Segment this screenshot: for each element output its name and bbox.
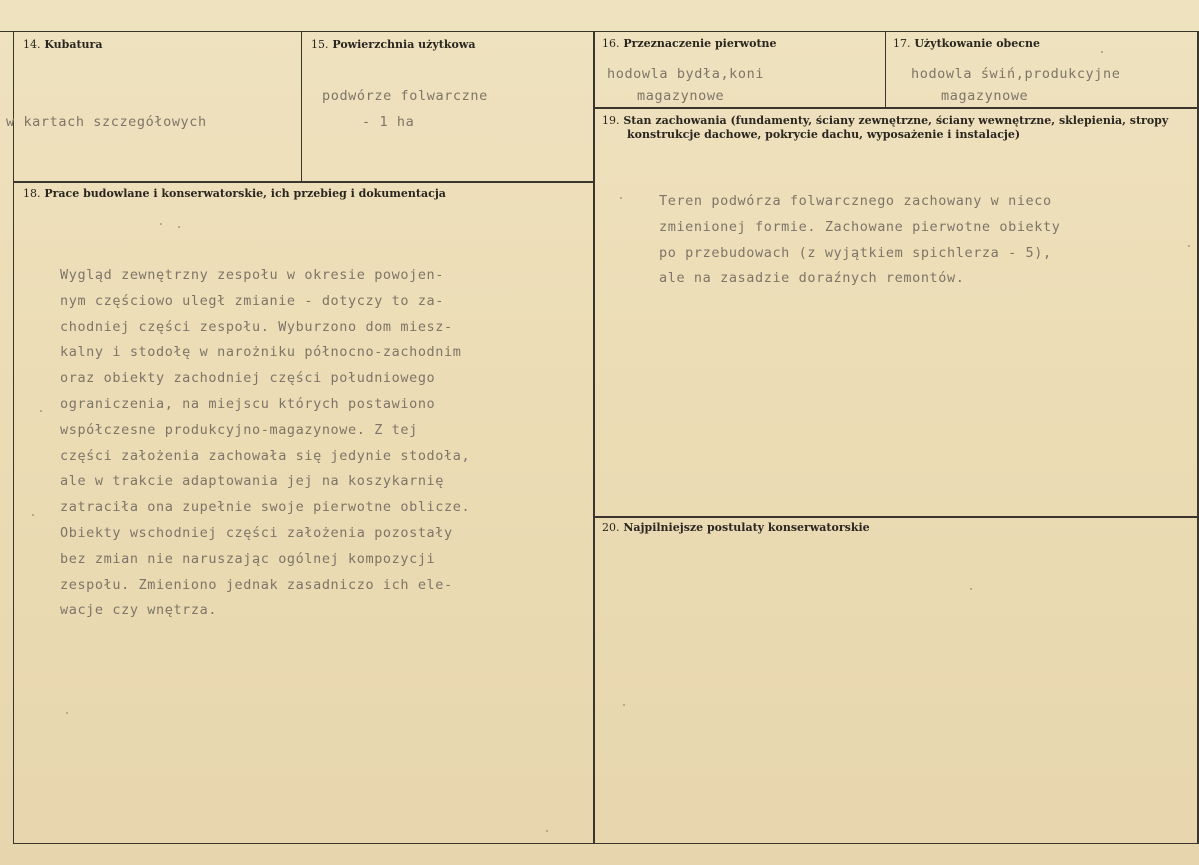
field-18-text-line: Wygląd zewnętrzny zespołu w okresie powojen- bbox=[60, 267, 445, 283]
field-17-label: Użytkowanie obecne bbox=[914, 37, 1040, 50]
field-17-value-line2: magazynowe bbox=[941, 88, 1029, 104]
field-16-number: 16. bbox=[602, 37, 620, 50]
field-16-value-line1: hodowla bydła,koni bbox=[607, 66, 765, 82]
field-14-value: w kartach szczegółowych bbox=[6, 114, 207, 130]
paper-speck bbox=[623, 704, 625, 706]
field-18-text-line: zatraciła ona zupełnie swoje pierwotne oblicze. bbox=[60, 499, 471, 516]
rule-bottom bbox=[13, 843, 1199, 844]
paper-speck bbox=[1188, 245, 1190, 247]
paper-speck bbox=[66, 712, 68, 714]
field-20-header bbox=[602, 521, 870, 535]
field-15-value-line1: podwórze folwarczne bbox=[322, 88, 488, 104]
field-18-label: Prace budowlane i konserwatorskie, ich przebieg i dokumentacja bbox=[44, 187, 446, 200]
field-17-header bbox=[893, 37, 1040, 51]
field-16-value-line2: magazynowe bbox=[637, 88, 725, 104]
field-18-text-line: oraz obiekty zachodniej części południowego bbox=[60, 370, 436, 387]
field-19-text-line: ale na zasadzie doraźnych remontów. bbox=[659, 270, 965, 287]
paper-speck bbox=[546, 830, 548, 832]
rule-14-15-divider bbox=[301, 31, 302, 182]
field-14-number: 14. bbox=[23, 38, 41, 51]
field-16-header bbox=[602, 37, 777, 51]
field-19-label-line2: konstrukcje dachowe, pokrycie dachu, wyposażenie i instalacje) bbox=[627, 128, 1021, 141]
field-18-text-line: wacje czy wnętrza. bbox=[60, 602, 218, 619]
paper-speck bbox=[40, 410, 42, 412]
field-14-header bbox=[23, 38, 102, 52]
rule-19-20-divider bbox=[594, 516, 1199, 518]
paper-speck bbox=[970, 588, 972, 590]
rule-row1-bottom-left bbox=[13, 181, 593, 183]
field-19-text-line: po przebudowach (z wyjątkiem spichlerza - 5), bbox=[659, 244, 1052, 261]
field-18-text bbox=[60, 263, 470, 624]
field-18-text-line: ograniczenia, na miejscu których postawiono bbox=[60, 395, 436, 412]
field-19-text-line: Teren podwórza folwarcznego zachowany w nieco bbox=[659, 193, 1052, 209]
field-18-text-line: nym częściowo uległ zmianie - dotyczy to za- bbox=[60, 292, 445, 309]
field-19-text bbox=[659, 189, 1060, 292]
field-18-header bbox=[23, 187, 446, 201]
paper-speck bbox=[160, 223, 162, 225]
rule-center bbox=[593, 31, 595, 844]
field-15-label: Powierzchnia użytkowa bbox=[332, 38, 476, 51]
field-17-number: 17. bbox=[893, 37, 911, 50]
paper-speck bbox=[178, 226, 180, 228]
paper-speck bbox=[32, 514, 34, 516]
field-19-text-line: zmienionej formie. Zachowane pierwotne obiekty bbox=[659, 218, 1061, 235]
paper-speck bbox=[620, 197, 622, 199]
field-15-value-line2: - 1 ha bbox=[362, 114, 415, 130]
field-20-number: 20. bbox=[602, 521, 620, 534]
field-15-number: 15. bbox=[311, 38, 329, 51]
field-14-label: Kubatura bbox=[44, 38, 103, 51]
field-18-text-line: kalny i stodołę w narożniku północno-zachodnim bbox=[60, 344, 462, 361]
field-18-text-line: części założenia zachowała się jedynie stodoła, bbox=[60, 447, 471, 464]
field-18-text-line: współczesne produkcyjno-magazynowe. Z tej bbox=[60, 421, 418, 438]
field-18-text-line: zespołu. Zmieniono jednak zasadniczo ich ele- bbox=[60, 576, 453, 593]
field-19-number: 19. bbox=[602, 114, 620, 127]
field-18-text-line: chodniej części zespołu. Wyburzono dom miesz- bbox=[60, 318, 453, 335]
rule-16-17-divider bbox=[885, 31, 886, 108]
field-15-header bbox=[311, 38, 475, 52]
paper-speck bbox=[1101, 51, 1103, 53]
field-17-value-line1: hodowla świń,produkcyjne bbox=[911, 66, 1121, 82]
field-20-label: Najpilniejsze postulaty konserwatorskie bbox=[623, 521, 870, 534]
field-19-label-line1: Stan zachowania (fundamenty, ściany zewnętrzne, ściany wewnętrzne, sklepienia, stropy bbox=[623, 114, 1169, 127]
field-18-text-line: ale w trakcie adaptowania jej na koszykarnię bbox=[60, 473, 445, 490]
field-18-number: 18. bbox=[23, 187, 41, 200]
rule-left bbox=[13, 31, 14, 844]
field-16-label: Przeznaczenie pierwotne bbox=[623, 37, 777, 50]
field-19-header bbox=[602, 114, 1168, 128]
field-18-text-line: bez zmian nie naruszając ogólnej kompozycji bbox=[60, 550, 436, 567]
field-18-text-line: Obiekty wschodniej części założenia pozostały bbox=[60, 524, 453, 541]
rule-top bbox=[0, 31, 1199, 32]
rule-row1-bottom-right bbox=[594, 107, 1199, 109]
